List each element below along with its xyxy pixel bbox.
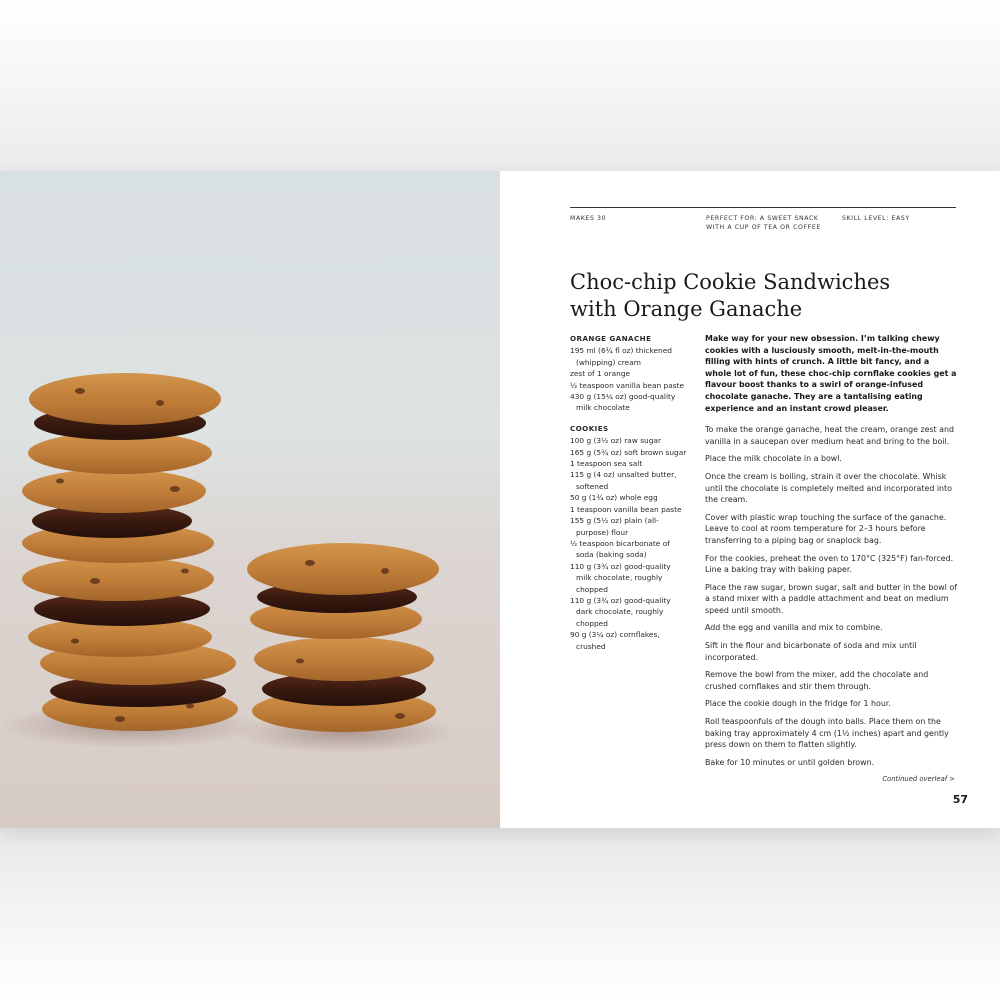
method-section <box>705 333 957 774</box>
method-step: Place the cookie dough in the fridge for 1 hour. <box>705 699 891 709</box>
cookie-stack-left <box>22 373 238 731</box>
ingredient-item: ½ teaspoon vanilla bean paste <box>570 380 685 390</box>
cookie-stack-photo <box>0 171 500 828</box>
method-step: Bake for 10 minutes or until golden brown. <box>705 757 875 767</box>
recipe-page <box>500 171 1000 828</box>
method-step: Cover with plastic wrap touching the surface of the ganache. Leave to cool at room temperature for 2–3 hours before transferring to a piping bag or snaplock bag. <box>705 512 947 545</box>
method-step: Sift in the flour and bicarbonate of soda and mix until incorporated. <box>705 641 917 662</box>
perfect-for-line: WITH A CUP OF TEA OR COFFEE <box>706 224 821 231</box>
page-number: 57 <box>952 793 968 806</box>
header-rule <box>570 207 956 208</box>
method-step: For the cookies, preheat the oven to 170°C (325°F) fan-forced. Line a baking tray with baking paper. <box>705 553 954 575</box>
ingredient-item: 195 ml (6¾ fl oz) thickened (whipping) cream <box>570 346 672 367</box>
ingredient-item: 100 g (3½ oz) raw sugar <box>570 436 661 446</box>
method-step: Place the milk chocolate in a bowl. <box>705 454 842 464</box>
method-step: Once the cream is boiling, strain it over the chocolate. Whisk until the chocolate is completely melted and incorporated into the cream. <box>705 471 952 505</box>
ingredient-item: 430 g (15¼ oz) good-quality milk chocolate <box>570 392 676 413</box>
ingredient-item: zest of 1 orange <box>570 369 631 379</box>
recipe-title-line: with Orange Ganache <box>570 297 803 321</box>
recipe-title-line: Choc-chip Cookie Sandwiches <box>570 270 891 294</box>
perfect-for-line: PERFECT FOR: A SWEET SNACK <box>706 215 819 222</box>
ingredient-item: 110 g (3¾ oz) good-quality milk chocolate, roughly chopped <box>570 561 671 594</box>
ingredient-item: 155 g (5½ oz) plain (all-purpose) flour <box>570 516 659 537</box>
ingredient-item: ½ teaspoon bicarbonate of soda (baking soda) <box>570 538 670 560</box>
recipe-intro: Make way for your new obsession. I’m talking chewy cookies with a lusciously smooth, melt-in-the-mouth filling with hints of crunch. A little bit fancy, and a whole lot of fun, these choc-chip cornflake cookies get a flavour boost thanks to a swirl of orange-infused chocolate ganache. They are a tantalising eating experience and an instant crowd pleaser. <box>705 334 957 413</box>
book-spread <box>0 171 1000 828</box>
ingredients-list <box>570 333 688 661</box>
makes-label: MAKES 30 <box>570 215 607 222</box>
ingredient-group-heading: ORANGE GANACHE <box>570 334 652 343</box>
method-step: To make the orange ganache, heat the cream, orange zest and vanilla in a saucepan over medium heat and bring to the boil. <box>705 425 954 446</box>
ingredient-item: 90 g (3¼ oz) cornflakes, crushed <box>570 630 660 651</box>
ingredient-item: 165 g (5¾ oz) soft brown sugar <box>570 447 687 457</box>
ingredient-item: 1 teaspoon vanilla bean paste <box>570 504 682 514</box>
ingredient-item: 50 g (1¾ oz) whole egg <box>570 493 658 503</box>
ingredient-item: 1 teaspoon sea salt <box>570 459 643 469</box>
perfect-for-label <box>706 214 821 232</box>
ingredient-item: 115 g (4 oz) unsalted butter, softened <box>570 470 677 491</box>
method-step: Roll teaspoonfuls of the dough into balls. Place them on the baking tray approximately 4 cm (1½ inches) apart and gently press down on them to flatten slightly. <box>705 717 949 750</box>
method-step: Place the raw sugar, brown sugar, salt and butter in the bowl of a stand mixer with a paddle attachment and beat on medium speed until smooth. <box>705 582 957 615</box>
ingredient-group <box>570 333 688 414</box>
cookie-stack-right <box>247 543 439 732</box>
skill-level-label: SKILL LEVEL: EASY <box>842 215 910 222</box>
method-step: Add the egg and vanilla and mix to combine. <box>705 623 883 633</box>
method-step: Remove the bowl from the mixer, add the chocolate and crushed cornflakes and stir them through. <box>705 670 929 691</box>
ingredient-item: 110 g (3¾ oz) good-quality dark chocolate, roughly chopped <box>570 595 671 628</box>
continued-overleaf: Continued overleaf > <box>882 775 955 783</box>
ingredient-group <box>570 423 688 652</box>
recipe-title <box>570 269 960 323</box>
cookie-illustration <box>0 171 500 828</box>
ingredient-group-heading: COOKIES <box>570 423 609 433</box>
